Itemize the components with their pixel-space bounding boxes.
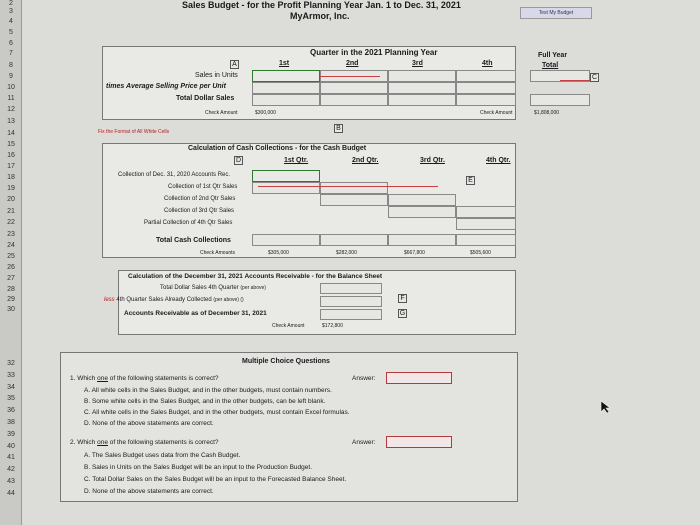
receivable-title: Calculation of the December 31, 2021 Accounts Receivable - for the Balance Sheet (128, 273, 383, 280)
receivable-collected-cell[interactable] (320, 296, 382, 307)
row-number[interactable]: 7 (9, 50, 13, 57)
collections-row-5: Partial Collection of 4th Qtr Sales (144, 220, 233, 226)
coll-r3-q2-cell[interactable] (320, 194, 388, 206)
row-number[interactable]: 6 (9, 40, 13, 47)
total-cash-collections-label: Total Cash Collections (156, 237, 231, 244)
row-number[interactable]: 10 (7, 84, 15, 91)
q2-header: 2nd (346, 60, 359, 67)
collections-q1-header: 1st Qtr. (284, 157, 309, 164)
price-q3-cell[interactable] (388, 82, 456, 94)
row-number[interactable]: 39 (7, 430, 15, 438)
row-number[interactable]: 44 (7, 489, 15, 497)
format-note: Fix the Format of All White Cells (98, 129, 170, 135)
q2-answer-input[interactable] (386, 436, 452, 448)
coll-r4-q4-cell[interactable] (456, 206, 516, 218)
price-q1-cell[interactable] (252, 82, 320, 94)
collections-row-1: Collection of Dec. 31, 2020 Accounts Rec. (118, 172, 231, 178)
q1-option-c: C. All white cells in the Sales Budget, and in the other budgets, must contain Excel formulas. (84, 409, 350, 416)
total-sales-q4-cell[interactable] (456, 94, 516, 106)
receivable-line-2: less 4th Quarter Sales Already Collected (per above) () (104, 297, 244, 303)
tag-a: A (230, 60, 239, 69)
tag-g: G (399, 310, 406, 317)
row-number[interactable]: 12 (7, 106, 15, 113)
q2-option-a: A. The Sales Budget uses data from the Cash Budget. (84, 452, 241, 459)
tag-f: F (398, 294, 407, 303)
tag-d: D (235, 157, 242, 164)
total-sales-q3-cell[interactable] (388, 94, 456, 106)
q2-prompt: 2. Which one of the following statements is correct? (70, 439, 219, 446)
row-number[interactable]: 18 (7, 174, 15, 181)
total-cash-q1-cell[interactable] (252, 234, 320, 246)
total-cash-q4-cell[interactable] (456, 234, 516, 246)
total-cash-q3-cell[interactable] (388, 234, 456, 246)
coll-r1-q1-cell[interactable] (252, 170, 320, 182)
row-number[interactable]: 28 (7, 286, 15, 293)
receivable-line-1: Total Dollar Sales 4th Quarter (per above) (160, 285, 266, 291)
collections-row-3: Collection of 2nd Qtr Sales (164, 196, 236, 202)
row-number[interactable]: 11 (7, 95, 15, 102)
q1-prompt: 1. Which one of the following statements is correct? (70, 375, 219, 382)
row-number[interactable]: 23 (7, 231, 15, 238)
receivable-check-value: $172,800 (322, 323, 343, 329)
row-number[interactable]: 3 (9, 8, 13, 15)
collections-check-q4: $505,600 (470, 250, 491, 256)
row-number[interactable]: 29 (7, 296, 15, 303)
q2-option-c: C. Total Dollar Sales on the Sales Budget will be an input to the Forecasted Balance Sheet. (84, 476, 347, 483)
row-number[interactable]: 14 (7, 130, 15, 137)
collections-check-q1: $305,000 (268, 250, 289, 256)
q2-option-b: B. Sales in Units on the Sales Budget will be an input to the Production Budget. (84, 464, 313, 471)
row-number[interactable]: 27 (7, 275, 15, 282)
row-number[interactable]: 34 (7, 383, 15, 391)
total-header: Total (542, 62, 559, 69)
tag-c: C (591, 74, 598, 81)
price-q4-cell[interactable] (456, 82, 516, 94)
receivable-check-label: Check Amount (272, 323, 305, 329)
coll-r5-q4-cell[interactable] (456, 218, 516, 230)
sales-units-q1-cell[interactable] (252, 70, 320, 82)
price-q2-cell[interactable] (320, 82, 388, 94)
sales-check-value: $300,000 (255, 110, 276, 116)
row-number[interactable]: 22 (7, 219, 15, 226)
sales-row-price: times Average Selling Price per Unit (106, 83, 226, 90)
q1-option-d: D. None of the above statements are correct. (84, 420, 214, 427)
q1-option-b: B. Some white cells in the Sales Budget, and in the other budgets, can be left blank. (84, 398, 326, 405)
row-number[interactable]: 33 (7, 371, 15, 379)
coll-r3-q3-cell[interactable] (388, 194, 456, 206)
receivable-total-cell[interactable] (320, 309, 382, 320)
trace-arrow (320, 76, 380, 77)
row-number[interactable]: 2 (9, 0, 13, 7)
sales-units-q4-cell[interactable] (456, 70, 516, 82)
test-my-budget-button[interactable]: Test My Budget (520, 7, 592, 19)
row-header-column (0, 0, 22, 525)
row-number[interactable]: 17 (7, 163, 15, 170)
coll-r2-q2-cell[interactable] (320, 182, 388, 194)
coll-r4-q3-cell[interactable] (388, 206, 456, 218)
coll-r2-q1-cell[interactable] (252, 182, 320, 194)
total-sales-q1-cell[interactable] (252, 94, 320, 106)
trace-arrow-3 (258, 186, 438, 187)
sheet-title: Sales Budget - for the Profit Planning Year Jan. 1 to Dec. 31, 2021 (182, 0, 461, 10)
row-number[interactable]: 8 (9, 62, 13, 69)
collections-q3-header: 3rd Qtr. (420, 157, 445, 164)
row-number[interactable]: 30 (7, 306, 15, 313)
q2-answer-label: Answer: (352, 439, 376, 446)
collections-q2-header: 2nd Qtr. (352, 157, 379, 164)
receivable-line-3: Accounts Receivable as of December 31, 2021 (124, 310, 267, 317)
q4-header: 4th (482, 60, 493, 67)
sales-check-label-2: Check Amount (480, 110, 513, 116)
collections-check-label: Check Amounts (200, 250, 236, 256)
row-number[interactable]: 4 (9, 18, 13, 25)
row-number[interactable]: 38 (7, 419, 15, 426)
full-year-header: Full Year (538, 52, 568, 59)
row-number[interactable]: 9 (9, 73, 13, 80)
mcq-title: Multiple Choice Questions (242, 358, 330, 365)
collections-row-2: Collection of 1st Qtr Sales (168, 184, 238, 190)
sales-check-label: Check Amount (205, 110, 238, 116)
collections-row-4: Collection of 3rd Qtr Sales (164, 208, 235, 214)
full-year-total-cell[interactable] (530, 94, 590, 106)
collections-check-q2: $282,000 (336, 250, 357, 256)
tag-b: B (334, 124, 343, 133)
row-number[interactable]: 20 (7, 196, 15, 203)
tag-e: E (466, 176, 475, 185)
collections-check-q3: $667,800 (404, 250, 425, 256)
row-number[interactable]: 15 (7, 141, 15, 148)
collections-q4-header: 4th Qtr. (486, 157, 511, 164)
sales-units-q3-cell[interactable] (388, 70, 456, 82)
row-number[interactable]: 41 (7, 454, 15, 462)
trace-arrow-2 (560, 80, 590, 81)
q1-option-a: A. All white cells in the Sales Budget, and in the other budgets, must contain numbers. (84, 387, 332, 394)
row-number[interactable]: 26 (7, 264, 15, 271)
collections-title: Calculation of Cash Collections - for the Cash Budget (188, 145, 367, 152)
receivable-q4-sales-cell[interactable] (320, 283, 382, 294)
company-name: MyArmor, Inc. (290, 11, 350, 21)
quarter-header: Quarter in the 2021 Planning Year (310, 48, 438, 57)
row-number[interactable]: 32 (7, 360, 15, 367)
row-number[interactable]: 19 (7, 185, 15, 192)
sales-check-value-2: $1,808,000 (534, 110, 560, 116)
mouse-cursor-icon (600, 400, 612, 414)
q3-header: 3rd (412, 60, 423, 67)
row-number[interactable]: 16 (7, 152, 15, 159)
total-sales-q2-cell[interactable] (320, 94, 388, 106)
row-number[interactable]: 40 (7, 442, 15, 450)
row-number[interactable]: 36 (7, 407, 15, 415)
row-number[interactable]: 25 (7, 253, 15, 260)
row-number[interactable]: 13 (7, 118, 15, 125)
row-number[interactable]: 42 (7, 466, 15, 474)
row-number[interactable]: 24 (7, 242, 15, 249)
row-number[interactable]: 5 (9, 29, 13, 36)
total-cash-q2-cell[interactable] (320, 234, 388, 246)
q1-answer-input[interactable] (386, 372, 452, 384)
q1-header: 1st (279, 60, 290, 67)
row-number[interactable]: 43 (7, 478, 15, 485)
sales-row-units: Sales in Units (195, 72, 238, 79)
q1-answer-label: Answer: (352, 375, 376, 382)
q2-option-d: D. None of the above statements are correct. (84, 488, 214, 495)
row-number[interactable]: 35 (7, 395, 15, 403)
row-number[interactable]: 21 (7, 208, 15, 215)
sales-row-total: Total Dollar Sales (176, 95, 235, 102)
